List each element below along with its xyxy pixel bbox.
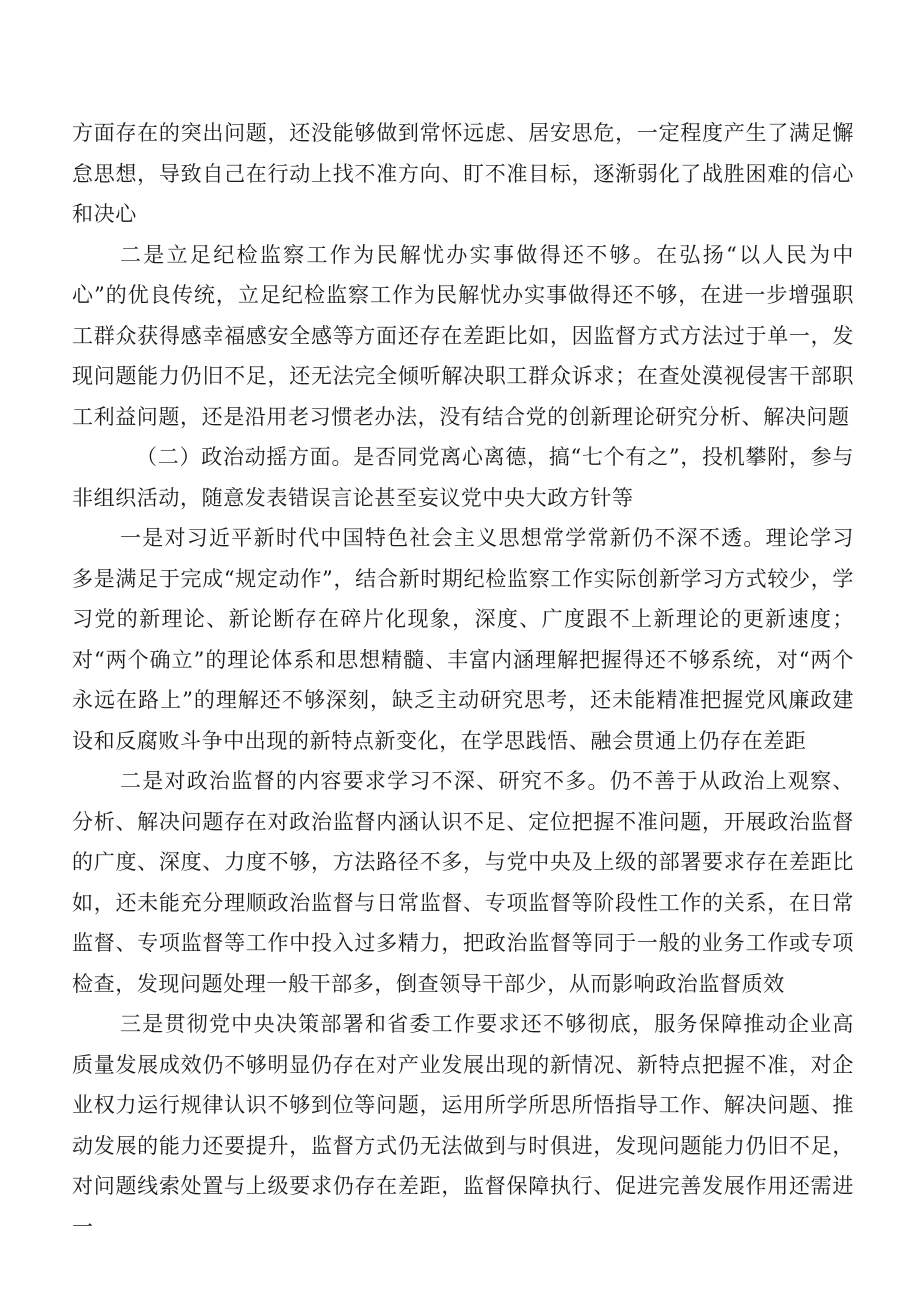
paragraph-point-three-implementation: 三是贯彻党中央决策部署和省委工作要求还不够彻底，服务保障推动企业高质量发展成效仍不够明显仍存在对产业发展出现的新情况、新特点把握不准，对企业权力运行规律认识不够到位等问题，运用所学所思所悟指导工作、解决问题、推动发展的能力还要提升，监督方式仍无法做到与时俱进，发现问题能力仍旧不足，对问题线索处置与上级要求仍存在差距，监督保障执行、促进完善发展作用还需进一 (72, 1012, 854, 1239)
document-body (72, 113, 854, 1247)
paragraph-point-two-supervision: 二是对政治监督的内容要求学习不深、研究不多。仍不善于从政治上观察、分析、解决问题存在对政治监督内涵认识不足、定位把握不准问题，开展政治监督的广度、深度、力度不够，方法路径不多，与党中央及上级的部署要求存在差距比如，还未能充分理顺政治监督与日常监督、专项监督等阶段性工作的关系，在日常监督、专项监督等工作中投入过多精力，把政治监督等同于一般的业务工作或专项检查，发现问题处理一般干部多，倒查领导干部少，从而影响政治监督质效 (72, 769, 854, 996)
paragraph-point-two-people: 二是立足纪检监察工作为民解忧办实事做得还不够。在弘扬“以人民为中心”的优良传统，立足纪检监察工作为民解忧办实事做得还不够，在进一步增强职工群众获得感幸福感安全感等方面还存在差距比如，因监督方式方法过于单一，发现问题能力仍旧不足，还无法完全倾听解决职工群众诉求；在查处漠视侵害干部职工利益问题，还是沿用老习惯老办法，没有结合党的创新理论研究分析、解决问题 (72, 242, 854, 429)
paragraph-point-one-theory: 一是对习近平新时代中国特色社会主义思想常学常新仍不深不透。理论学习多是满足于完成“规定动作”，结合新时期纪检监察工作实际创新学习方式较少，学习党的新理论、新论断存在碎片化现象，深度、广度跟不上新理论的更新速度；对“两个确立”的理论体系和思想精髓、丰富内涵理解把握得还不够系统，对“两个永远在路上”的理解还不够深刻，缺乏主动研究思考，还未能精准把握党风廉政建设和反腐败斗争中出现的新特点新变化，在学思践悟、融会贯通上仍存在差距 (72, 526, 854, 753)
paragraph-continuation: 方面存在的突出问题，还没能够做到常怀远虑、居安思危，一定程度产生了满足懈怠思想，导致自己在行动上找不准方向、盯不准目标，逐渐弱化了战胜困难的信心和决心 (72, 121, 854, 226)
section-heading-political-wavering: （二）政治动摇方面。是否同党离心离德，搞“七个有之”，投机攀附，参与非组织活动，随意发表错误言论甚至妄议党中央大政方针等 (72, 445, 854, 510)
